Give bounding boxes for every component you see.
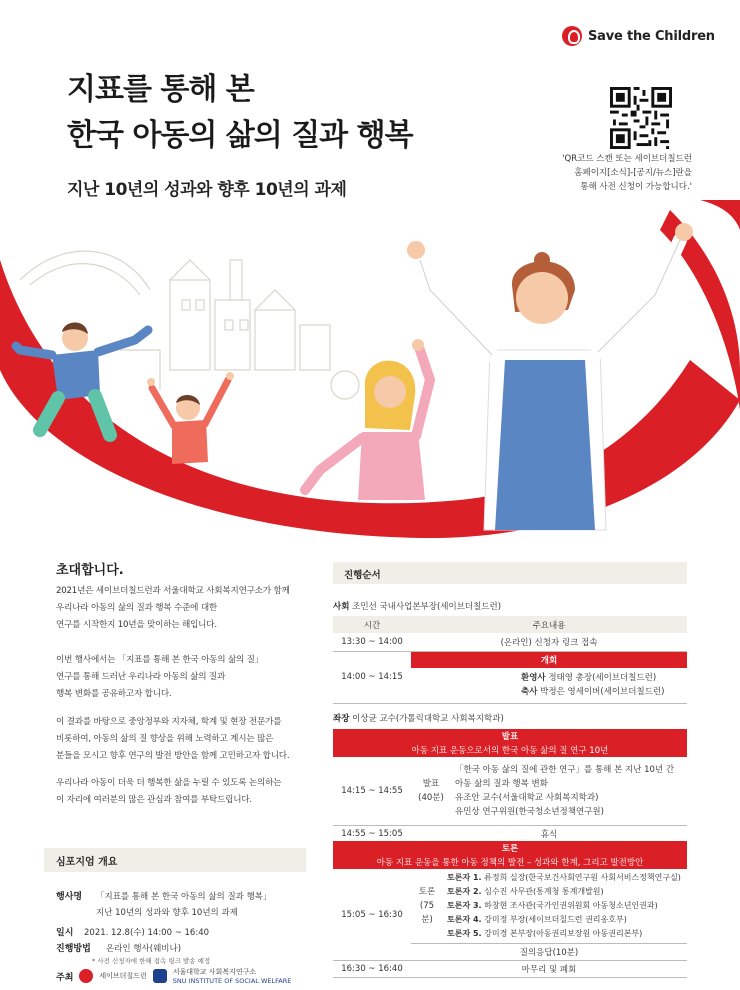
row-kind-label: 발표 <box>422 778 440 789</box>
opening-label: 개회 <box>411 651 687 668</box>
save-the-children-logo <box>562 26 715 46</box>
row-time: 14:55 ~ 15:05 <box>333 825 411 842</box>
text-line: 이 자리에 여러분의 많은 관심과 참여를 부탁드립니다. <box>56 795 252 805</box>
discussion-title: 토론 <box>333 841 687 855</box>
discussant-label: 토론자 5. <box>447 929 482 938</box>
qa-content: 질의응답(10분) <box>411 944 687 961</box>
row-time: 13:30 ~ 14:00 <box>333 633 411 651</box>
chair-value: 이상균 교수(가톨릭대학교 사회복지학과) <box>352 714 504 724</box>
discussant-value: 강미정 부장(세이브더칠드런 권리옹호부) <box>484 915 627 924</box>
discussant-value: 류정희 실장(한국보건사회연구원 사회서비스정책연구실) <box>484 873 681 882</box>
discussion-title-row <box>333 841 687 855</box>
opening-details <box>411 668 687 704</box>
discussant-list <box>443 869 687 944</box>
qr-note-line: 통해 사전 신청이 가능합니다.' <box>580 182 692 192</box>
discussion-subtitle: 아동 지표 운동을 통한 아동 정책의 발전 – 성과와 한계, 그리고 발전방안 <box>333 855 687 869</box>
method-note: * 사전 신청자에 한해 접속 링크 발송 예정 <box>92 957 211 965</box>
text-line: 「한국 아동 삶의 질에 관한 연구」를 통해 본 지난 10년 간 <box>455 764 675 775</box>
text-line: 유민상 연구위원(한국청소년정책연구원) <box>455 806 604 817</box>
text-line: 분들을 모시고 향후 연구의 발전 방안을 함께 고민하고자 합니다. <box>56 751 290 761</box>
text-line: 우리나라 아동의 삶의 질과 행복 수준에 대한 <box>56 603 218 613</box>
discussant-item <box>447 871 683 885</box>
text-line: 행복 변화를 공유하고자 합니다. <box>56 689 172 699</box>
congrats-line <box>521 685 683 699</box>
row-kind <box>411 869 443 944</box>
discussant-label: 토론자 3. <box>447 901 482 910</box>
invite-paragraph-2 <box>56 652 306 703</box>
text-line: 우리나라 아동이 더욱 더 행복한 삶을 누릴 수 있도록 논의하는 <box>56 778 282 788</box>
presentation-title-row <box>333 729 687 743</box>
qr-note-line: 'QR코드 스캔 또는 세이브더칠드런 <box>562 154 692 164</box>
save-the-children-small-logo-icon <box>79 969 93 983</box>
mc-value: 조민선 국내사업본부장(세이브더칠드런) <box>352 602 502 612</box>
program-table-1 <box>333 616 687 704</box>
row-content: (온라인) 신청자 링크 접속 <box>411 633 687 651</box>
text-line: 아동 삶의 질과 행복 변화 <box>455 778 548 789</box>
host2-name-en: SNU INSTITUTE OF SOCIAL WELFARE <box>172 977 292 985</box>
symposium-title: 심포지엄 개요 <box>56 857 118 868</box>
invite-paragraph-3 <box>56 714 306 765</box>
row-time: 14:00 ~ 14:15 <box>333 651 411 704</box>
mc-line <box>333 600 501 612</box>
row-kind <box>411 757 451 825</box>
discussant-item <box>447 899 683 913</box>
presentation-details <box>451 757 687 825</box>
text-line: 연구를 통해 드러난 우리나라 아동의 삶의 질과 <box>56 672 226 682</box>
host1-name: 세이브더칠드런 <box>99 972 147 980</box>
header-time: 시간 <box>333 616 411 633</box>
discussant-item <box>447 913 683 927</box>
qr-note-line: 홈페이지[소식]-[공지/뉴스]란을 <box>574 168 692 178</box>
date-label: 일시 <box>56 928 74 938</box>
table-row <box>333 633 687 651</box>
congrats-label: 축사 <box>521 687 538 698</box>
event-name-label: 행사명 <box>56 892 83 902</box>
event-name-value: 「지표를 통해 본 한국 아동의 삶의 질과 행복」 <box>96 892 272 902</box>
qr-note <box>552 152 692 194</box>
chair-label: 좌장 <box>333 714 350 724</box>
table-row <box>333 651 687 668</box>
host-label: 주최 <box>56 972 74 983</box>
invite-title: 초대합니다. <box>56 563 124 578</box>
program-title: 진행순서 <box>344 570 381 581</box>
discussant-item <box>447 927 683 941</box>
table-row <box>333 961 687 978</box>
page-subtitle: 지난 10년의 성과와 향후 10년의 과제 <box>67 180 347 200</box>
row-time: 14:15 ~ 14:55 <box>333 757 411 825</box>
text-line: 연구를 시작한지 10년을 맞이하는 해입니다. <box>56 620 217 630</box>
children-celebration-illustration <box>0 200 740 540</box>
row-kind-duration: (40분) <box>418 792 444 803</box>
discussion-sub-row <box>333 855 687 869</box>
welcome-value: 정태영 총장(세이브더칠드런) <box>548 673 657 684</box>
discussant-label: 토론자 2. <box>447 887 482 896</box>
row-kind-label: 토론 <box>418 887 436 897</box>
host2-name-ko: 서울대학교 사회복지연구소 <box>172 968 257 976</box>
chair-line <box>333 712 504 724</box>
method-value: 온라인 행사(웨비나) <box>106 944 182 954</box>
text-line: 2021년은 세이브더칠드런과 서울대학교 사회복지연구소가 함께 <box>56 586 290 596</box>
snu-logo-icon <box>153 969 167 983</box>
row-time: 15:05 ~ 16:30 <box>333 869 411 961</box>
row-content: 휴식 <box>411 825 687 842</box>
text-line: 이 결과를 바탕으로 중앙정부와 지자체, 학계 및 현장 전문가를 <box>56 717 282 727</box>
congrats-value: 박정은 영세이버(세이브더칠드런) <box>540 687 665 698</box>
row-time: 16:30 ~ 16:40 <box>333 961 411 978</box>
page-title-line1: 지표를 통해 본 <box>67 72 254 107</box>
presentation-sub-row <box>333 743 687 757</box>
host-logos <box>56 967 291 985</box>
presentation-title: 발표 <box>333 729 687 743</box>
table-row <box>333 869 687 944</box>
text-line: 비롯하여, 아동의 삶의 질 향상을 위해 노력하고 계시는 많은 <box>56 734 274 744</box>
logo-text: Save the Children <box>588 28 715 44</box>
discussant-label: 토론자 1. <box>447 873 482 882</box>
welcome-label: 환영사 <box>521 673 546 684</box>
discussant-value: 강미경 본부장(아동권리보장원 아동권리본부) <box>484 929 643 938</box>
invite-paragraph-4 <box>56 775 306 809</box>
method-label: 진행방법 <box>56 944 91 954</box>
table-row <box>333 825 687 842</box>
invite-paragraph-1 <box>56 583 306 634</box>
text-line: 유조안 교수(서울대학교 사회복지학과) <box>455 792 599 803</box>
row-content: 마무리 및 폐회 <box>411 961 687 978</box>
presentation-subtitle: 아동 지표 운동으로서의 한국 아동 삶의 질 연구 10년 <box>333 743 687 757</box>
save-the-children-logo-icon <box>562 26 582 46</box>
welcome-line <box>521 671 683 685</box>
date-value: 2021. 12.8(수) 14:00 ~ 16:40 <box>84 928 210 938</box>
page-title-line2: 한국 아동의 삶의 질과 행복 <box>67 118 413 153</box>
host2-block <box>173 967 292 985</box>
program-table-3 <box>333 841 687 978</box>
discussant-value: 심수진 사무관(통계청 통계개발원) <box>484 887 604 896</box>
qr-code-icon[interactable] <box>610 87 672 149</box>
header-content: 주요내용 <box>411 616 687 633</box>
table-header-row <box>333 616 687 633</box>
event-name-value-2: 지난 10년의 성과와 향후 10년의 과제 <box>96 908 238 918</box>
table-row <box>333 757 687 825</box>
discussant-item <box>447 885 683 899</box>
program-header-bar <box>333 562 687 584</box>
discussant-label: 토론자 4. <box>447 915 482 924</box>
mc-label: 사회 <box>333 602 350 612</box>
program-table-2 <box>333 729 687 843</box>
row-kind-duration: (75분) <box>419 901 435 925</box>
text-line: 이번 행사에서는 「지표를 통해 본 한국 아동의 삶의 질」 <box>56 655 264 665</box>
discussant-value: 하창현 조사관(국가인권위원회 아동청소년인권과) <box>484 901 658 910</box>
